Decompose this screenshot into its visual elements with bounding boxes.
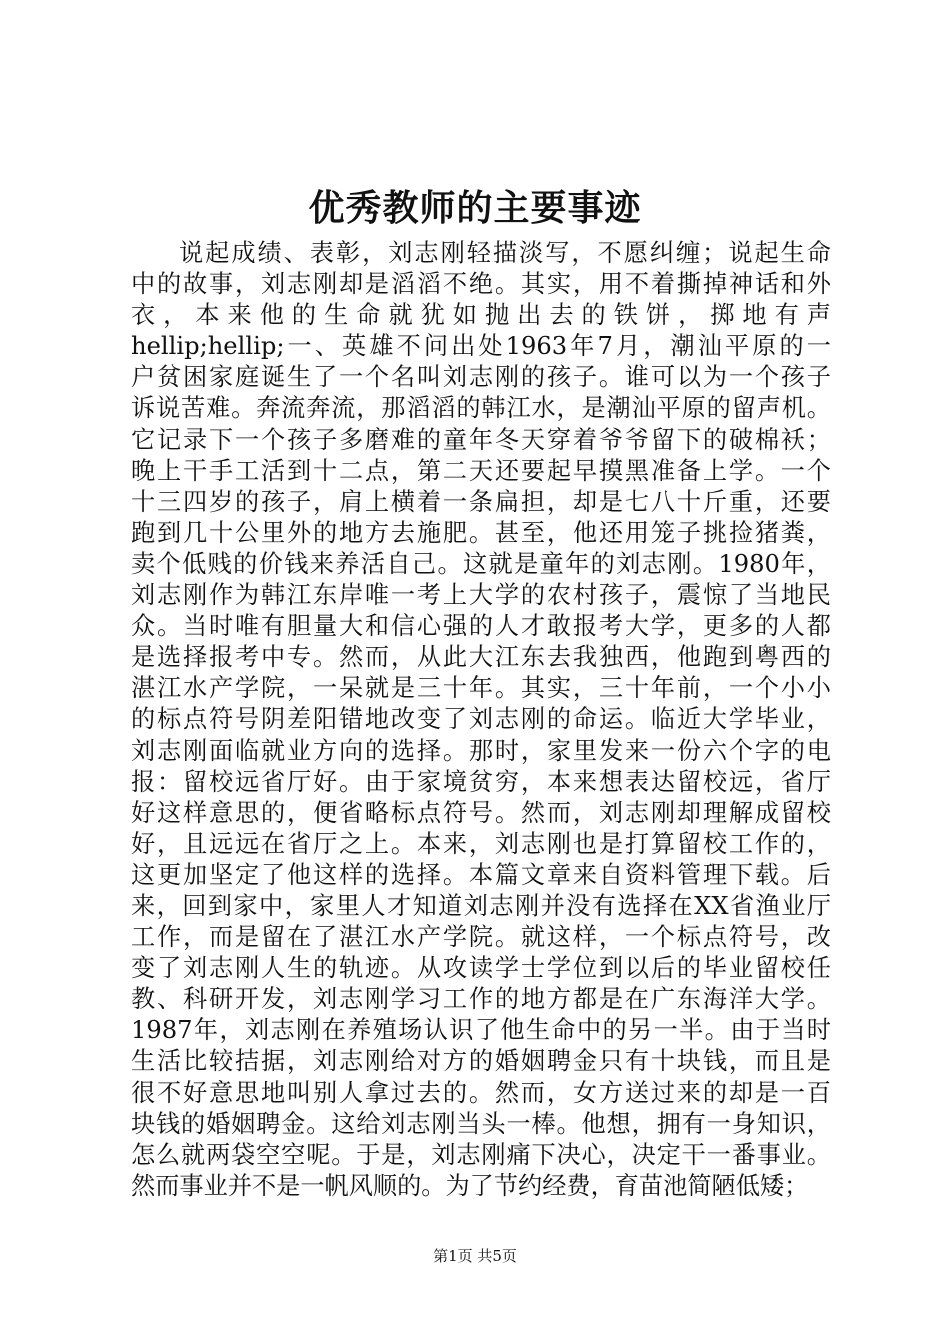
body-line: 怎么就两袋空空呢。于是，刘志刚痛下决心，决定干一番事业。 bbox=[131, 1140, 831, 1169]
body-line: 来，回到家中，家里人才知道刘志刚并没有选择在XX省渔业厅 bbox=[131, 891, 831, 920]
body-line: hellip;hellip;一、英雄不问出处1963年7月，潮汕平原的一 bbox=[131, 332, 831, 361]
body-line: 刘志刚作为韩江东岸唯一考上大学的农村孩子，震惊了当地民 bbox=[131, 581, 831, 610]
body-line: 说起成绩、表彰，刘志刚轻描淡写，不愿纠缠；说起生命 bbox=[179, 239, 831, 267]
body-line: 晚上干手工活到十二点，第二天还要起早摸黑准备上学。一个 bbox=[131, 456, 831, 485]
body-line: 报：留校远省厅好。由于家境贫穷，本来想表达留校远，省厅 bbox=[131, 767, 831, 796]
body-line: 中的故事，刘志刚却是滔滔不绝。其实，用不着撕掉神话和外 bbox=[131, 270, 831, 299]
body-line: 是选择报考中专。然而，从此大江东去我独西，他跑到粤西的 bbox=[131, 643, 831, 672]
body-line: 湛江水产学院，一呆就是三十年。其实，三十年前，一个小小 bbox=[131, 674, 831, 703]
body-line: 好，且远远在省厅之上。本来，刘志刚也是打算留校工作的， bbox=[131, 829, 831, 858]
body-line: 诉说苦难。奔流奔流，那滔滔的韩江水，是潮汕平原的留声机。 bbox=[131, 394, 831, 423]
body-line: 卖个低贱的价钱来养活自己。这就是童年的刘志刚。1980年， bbox=[131, 549, 831, 578]
body-line: 众。当时唯有胆量大和信心强的人才敢报考大学，更多的人都 bbox=[131, 612, 831, 641]
body-line: 教、科研开发，刘志刚学习工作的地方都是在广东海洋大学。 bbox=[131, 985, 831, 1014]
body-line: 的标点符号阴差阳错地改变了刘志刚的命运。临近大学毕业， bbox=[131, 705, 831, 734]
document-body bbox=[131, 238, 831, 1202]
body-line: 生活比较拮据，刘志刚给对方的婚姻聘金只有十块钱，而且是 bbox=[131, 1047, 831, 1076]
page-number-footer: 第1页 共5页 bbox=[433, 1247, 517, 1265]
body-line: 跑到几十公里外的地方去施肥。甚至，他还用笼子挑捡猪粪， bbox=[131, 518, 831, 547]
body-line: 工作，而是留在了湛江水产学院。就这样，一个标点符号，改 bbox=[131, 923, 831, 952]
body-line: 十三四岁的孩子，肩上横着一条扁担，却是七八十斤重，还要 bbox=[131, 487, 831, 516]
body-line: 户贫困家庭诞生了一个名叫刘志刚的孩子。谁可以为一个孩子 bbox=[131, 363, 831, 392]
body-line: 变了刘志刚人生的轨迹。从攻读学士学位到以后的毕业留校任 bbox=[131, 954, 831, 983]
body-line: 块钱的婚姻聘金。这给刘志刚当头一棒。他想，拥有一身知识， bbox=[131, 1109, 831, 1138]
body-line: 1987年，刘志刚在养殖场认识了他生命中的另一半。由于当时 bbox=[131, 1016, 831, 1045]
body-line: 它记录下一个孩子多磨难的童年冬天穿着爷爷留下的破棉袄； bbox=[131, 425, 831, 454]
body-line: 很不好意思地叫别人拿过去的。然而，女方送过来的却是一百 bbox=[131, 1078, 831, 1107]
body-line: 这更加坚定了他这样的选择。本篇文章来自资料管理下载。后 bbox=[131, 860, 831, 889]
body-line: 好这样意思的，便省略标点符号。然而，刘志刚却理解成留校 bbox=[131, 798, 831, 827]
document-title: 优秀教师的主要事迹 bbox=[308, 187, 642, 229]
body-line: 刘志刚面临就业方向的选择。那时，家里发来一份六个字的电 bbox=[131, 736, 831, 765]
body-line: 然而事业并不是一帆风顺的。为了节约经费，育苗池简陋低矮； bbox=[131, 1171, 809, 1200]
body-line: 衣，本来他的生命就犹如抛出去的铁饼，掷地有声 bbox=[131, 301, 831, 330]
